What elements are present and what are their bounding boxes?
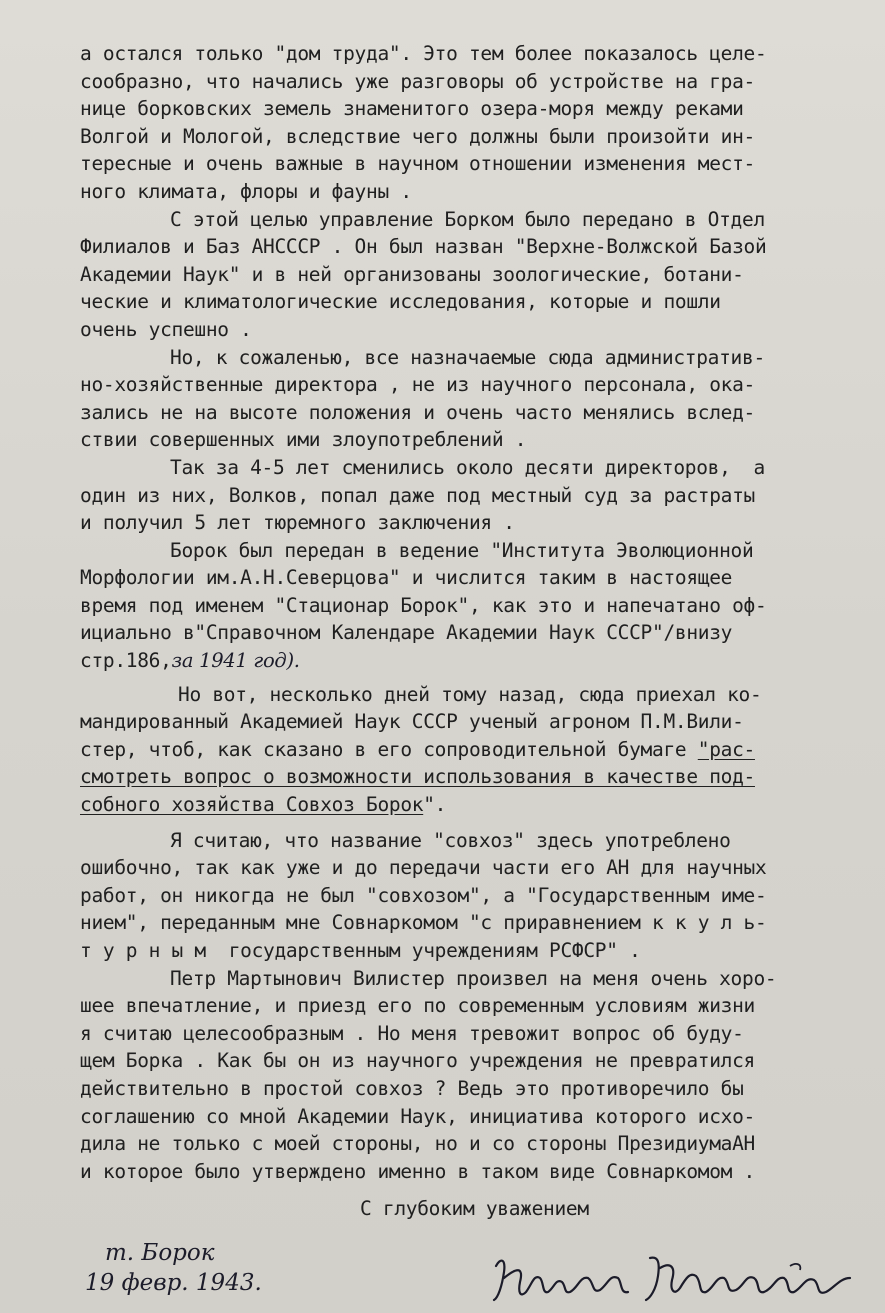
text-line: и получил 5 лет тюремного заключения . (80, 511, 515, 535)
text-line: Морфологии им.А.Н.Северцова" и числится таким в настоящее (80, 566, 733, 590)
paragraph-start-line: Я считаю, что название "совхоз" здесь употреблено (170, 828, 731, 852)
closing-salutation: С глубоким уважением (360, 1197, 589, 1221)
text-fragment: стр.186, (80, 649, 172, 673)
letter-body (80, 40, 865, 1223)
handwritten-place: т. Борок (105, 1240, 215, 1266)
text-line: очень успешно . (80, 317, 252, 341)
text-line: а остался только "дом труда". Это тем более показалось целе- (80, 42, 767, 65)
text-line-with-underline (80, 736, 865, 764)
paragraph-start-line: Так за 4-5 лет сменились около десяти директоров, а (170, 455, 765, 479)
signature (490, 1248, 870, 1308)
text-line: нием", переданным мне Совнаркомом "с приравнением к к у л ь- (80, 911, 767, 935)
text-line: ствии совершенных ими злоупотреблений . (80, 428, 527, 452)
place-date-block (85, 1238, 345, 1298)
text-line: действительно в простой совхоз ? Ведь это противоречило бы (80, 1076, 744, 1100)
text-line: и которое было утверждено именно в таком виде Совнаркомом . (80, 1159, 755, 1183)
handwritten-date: 19 февр. 1943. (85, 1270, 262, 1296)
text-line: нице борковских земель знаменитого озера-моря между реками (80, 97, 744, 121)
text-line: мандированный Академией Наук СССР ученый агроном П.М.Вили- (80, 710, 744, 734)
paragraph-start-line: Борок был передан в ведение "Института Эволюционной (170, 538, 754, 562)
text-line: дила не только с моей стороны, но и со стороны ПрезидиумаАН (80, 1132, 755, 1156)
text-fragment: стер, чтоб, как сказано в его сопроводительной бумаге (80, 737, 698, 761)
text-line: я считаю целесообразным . Но меня тревожит вопрос об буду- (80, 1021, 744, 1045)
handwritten-year-note: за 1941 год). (171, 649, 300, 673)
text-line: Академии Наук" и в ней организованы зоологические, ботани- (80, 262, 744, 286)
text-line: Филиалов и Баз АНСССР . Он был назван "Верхне-Волжской Базой (80, 235, 767, 259)
signature-drawing (490, 1248, 870, 1308)
text-line: т у р н ы м государственным учреждениям РСФСР" . (80, 939, 641, 962)
underlined-line-end (80, 791, 865, 819)
text-line: ческие и климатологические исследования, которые и пошли (80, 290, 721, 314)
text-line: щем Борка . Как бы он из научного учреждения не превратился (80, 1049, 755, 1073)
underlined-fragment: "рас- (697, 737, 755, 761)
text-line: соглашению со мной Академии Наук, инициатива которого исхо- (80, 1104, 755, 1128)
text-line-with-note (80, 647, 865, 675)
text-fragment: ". (423, 793, 447, 817)
text-line: ошибочно, так как уже и до передачи части его АН для научных (80, 856, 767, 880)
paragraph-start-line: Но, к сожаленью, все назначаемые сюда административ- (170, 345, 765, 369)
text-line: ного климата, флоры и фауны . (80, 179, 412, 203)
text-line: время под именем "Стационар Борок", как это и напечатано оф- (80, 593, 767, 617)
text-line: шее впечатление, и приезд его по современным условиям жизни (80, 994, 755, 1018)
paragraph-start-line: Петр Мартынович Вилистер произвел на меня очень хоро- (170, 966, 777, 990)
text-line: сообразно, что начались уже разговоры об устройстве на гра- (80, 69, 755, 93)
paragraph-start-line: Но вот, несколько дней тому назад, сюда приехал ко- (178, 682, 762, 706)
paragraph-start-line: С этой целью управление Борком было передано в Отдел (170, 207, 765, 231)
text-line: один из них, Волков, попал даже под местный суд за растраты (80, 483, 755, 507)
underlined-line: смотреть вопрос о возможности использования в качестве под- (80, 765, 755, 789)
text-line: Волгой и Мологой, вследствие чего должны были произойти ин- (80, 124, 755, 148)
text-line: тересные и очень важные в научном отношении изменения мест- (80, 152, 755, 176)
text-line: ициально в"Справочном Календаре Академии Наук СССР"/внизу (80, 621, 733, 645)
text-line: работ, он никогда не был "совхозом", а "Государственным име- (80, 883, 767, 907)
text-line: зались не на высоте положения и очень часто менялись вслед- (80, 400, 755, 424)
underlined-fragment: собного хозяйства Совхоз Борок (80, 793, 424, 817)
text-line: но-хозяйственные директора , не из научного персонала, ока- (80, 373, 755, 397)
